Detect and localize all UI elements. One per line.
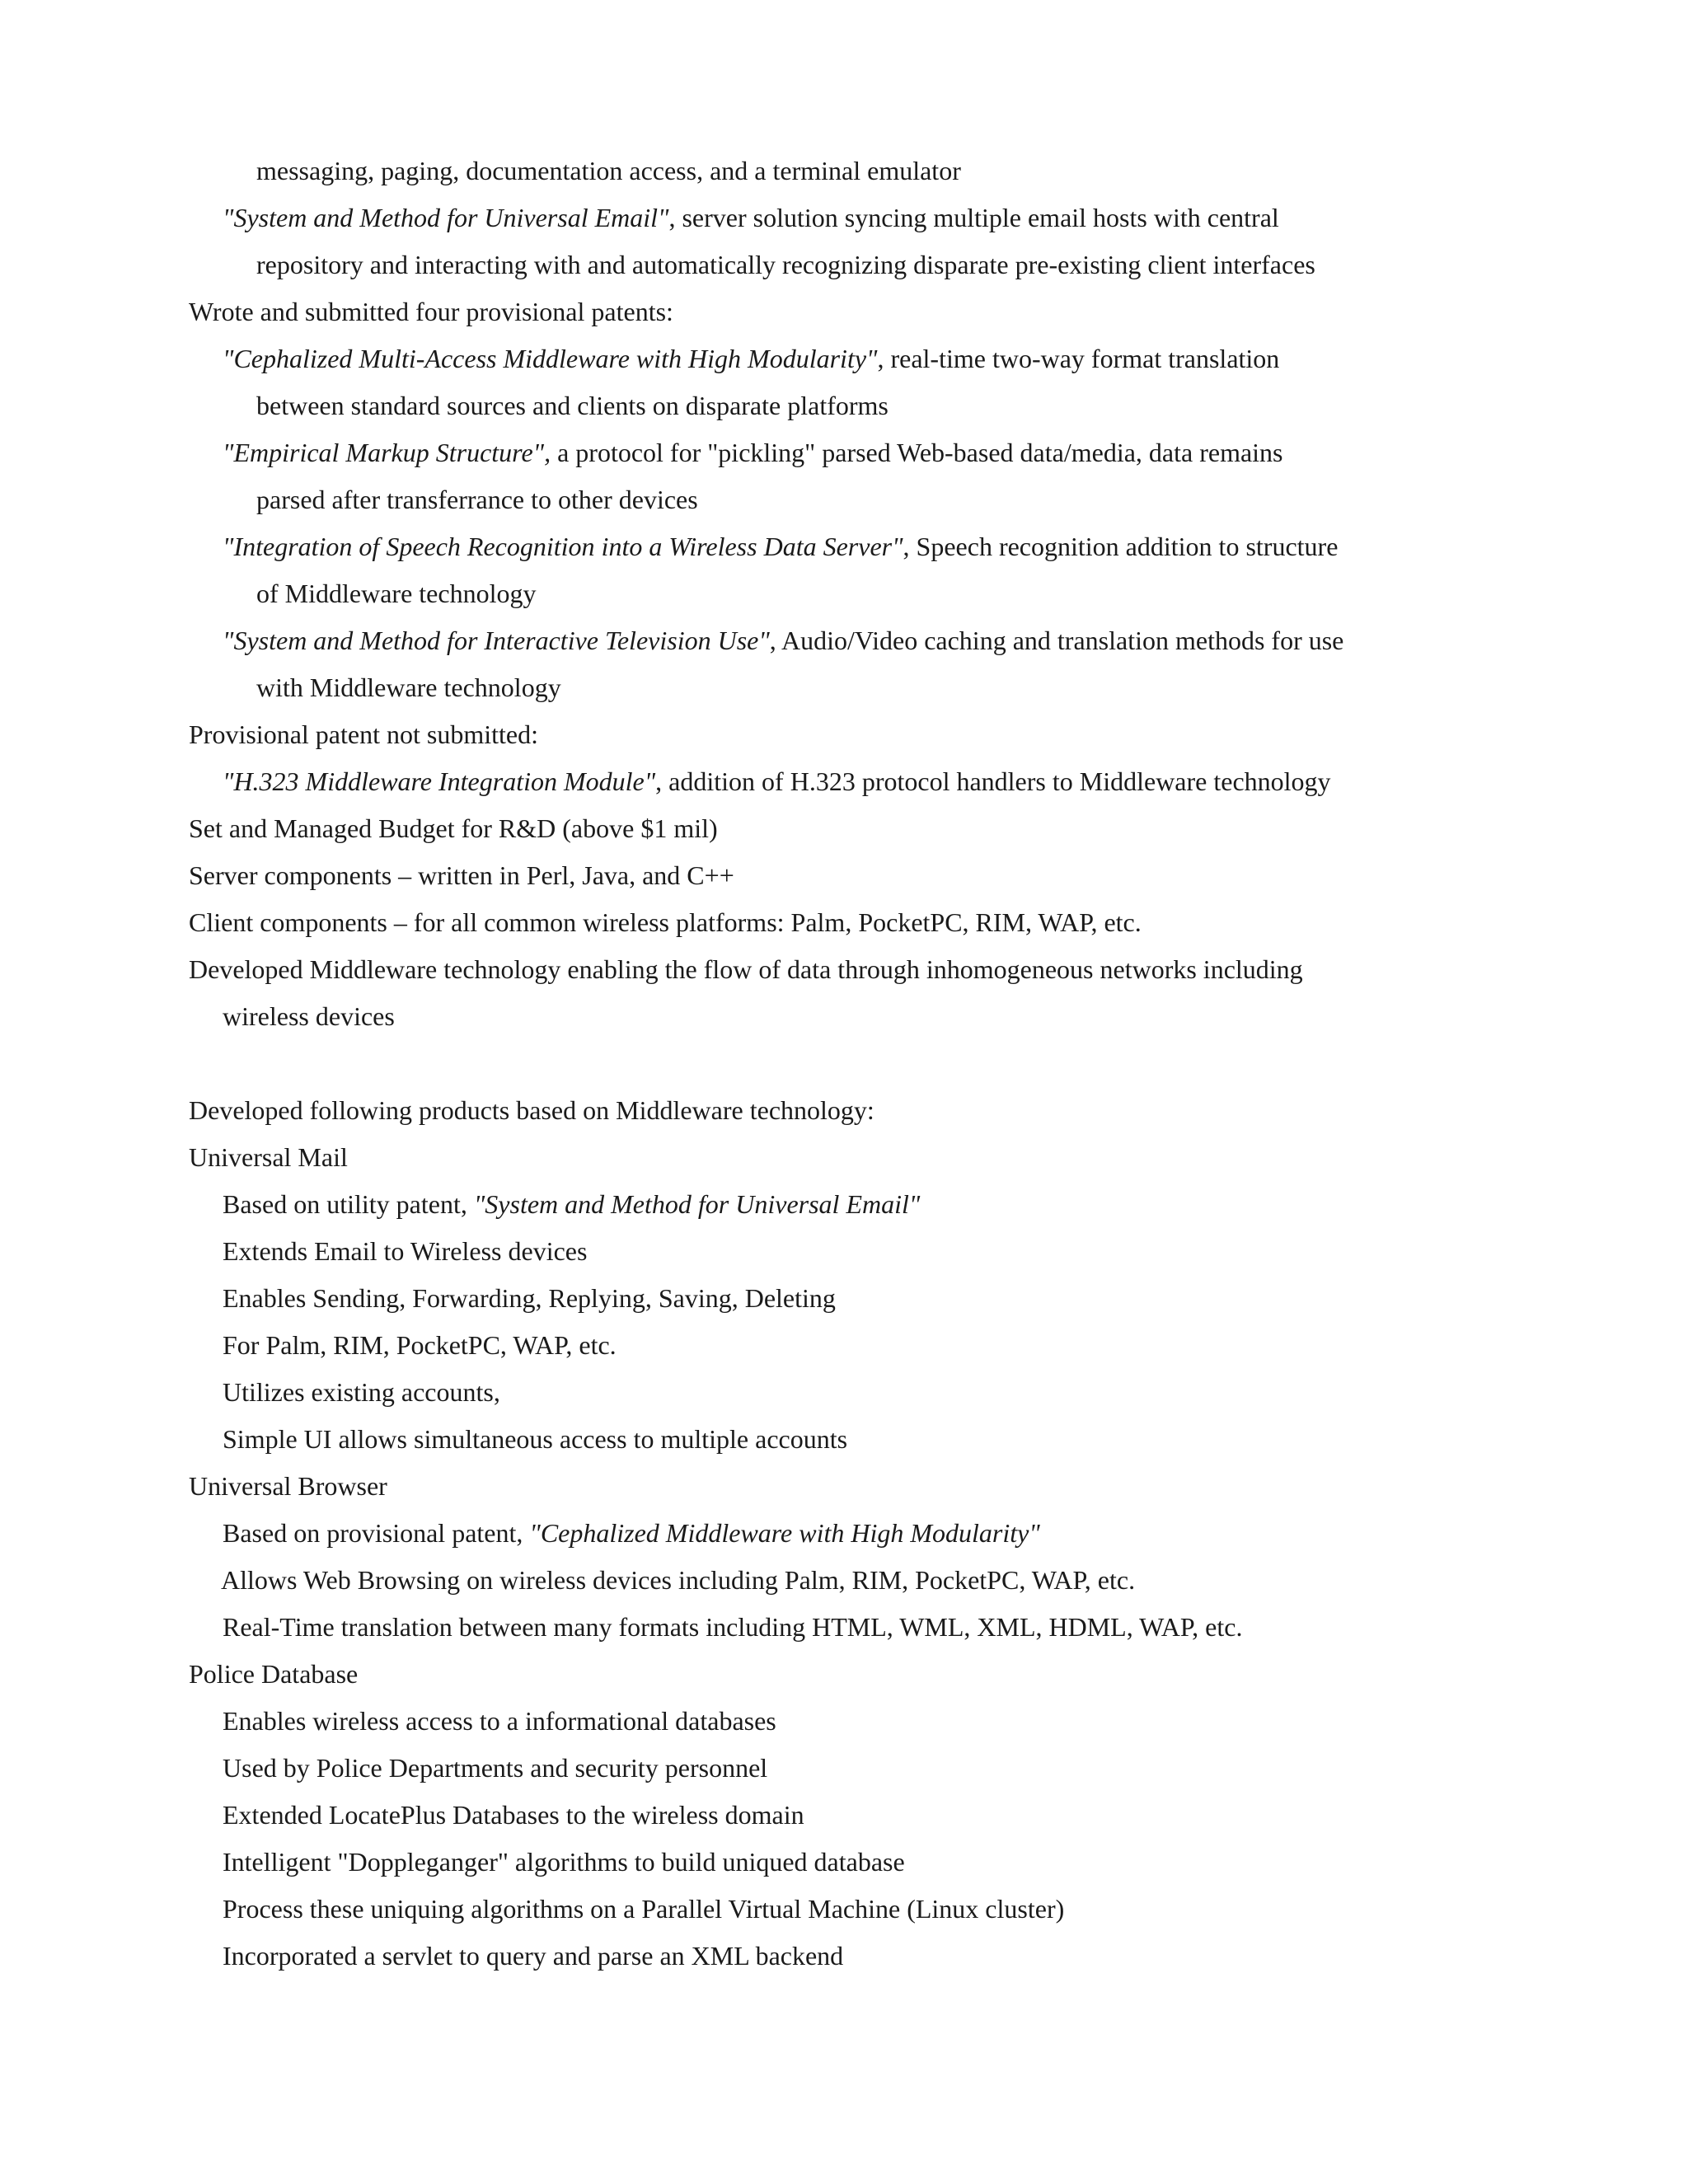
patent-title: "Empirical Markup Structure", (223, 438, 551, 467)
line-text: , addition of H.323 protocol handlers to Middleware technology (655, 766, 1331, 796)
line-text: repository and interacting with and automatically recognizing disparate pre-existing client interfaces (256, 250, 1315, 279)
line-text: , server solution syncing multiple email hosts with central (668, 203, 1279, 232)
line-text: Universal Mail (189, 1142, 348, 1172)
line-text: of Middleware technology (256, 579, 537, 608)
line-text: wireless devices (223, 1001, 395, 1031)
text-line (223, 1000, 395, 1033)
line-text: Process these uniquing algorithms on a Parallel Virtual Machine (Linux cluster) (223, 1894, 1065, 1924)
line-text: Enables wireless access to a informational databases (223, 1706, 776, 1736)
line-text: Police Database (189, 1659, 359, 1689)
line-text: , Audio/Video caching and translation methods for use (769, 626, 1344, 655)
section-line (189, 906, 1142, 939)
line-text: Utilizes existing accounts, (223, 1377, 500, 1407)
line-text: For Palm, RIM, PocketPC, WAP, etc. (223, 1330, 617, 1360)
patent-title: "Integration of Speech Recognition into a Wireless Data Server" (223, 532, 903, 561)
section-line (189, 1094, 874, 1127)
patent-line (223, 530, 1338, 563)
line-text: Provisional patent not submitted: (189, 719, 538, 749)
patent-line (223, 765, 1331, 798)
list-item (223, 1610, 1242, 1643)
text-line (256, 389, 889, 422)
list-item (223, 1329, 617, 1361)
text-line (256, 483, 698, 516)
patent-line (223, 342, 1279, 375)
line-text: a protocol for "pickling" parsed Web-based data/media, data remains (551, 438, 1283, 467)
list-item (223, 1188, 920, 1221)
list-item (223, 1422, 847, 1455)
section-line (189, 812, 718, 845)
patent-title: "H.323 Middleware Integration Module" (223, 766, 656, 796)
line-text: Client components – for all common wireless platforms: Palm, PocketPC, RIM, WAP, etc. (189, 907, 1142, 937)
section-line (189, 953, 1303, 986)
line-text: , real-time two-way format translation (877, 344, 1280, 373)
line-text: Extended LocatePlus Databases to the wireless domain (223, 1800, 804, 1830)
list-item (223, 1939, 843, 1972)
list-item (223, 1798, 804, 1831)
text-line (256, 577, 536, 610)
line-text: , Speech recognition addition to structure (903, 532, 1339, 561)
line-text: Extends Email to Wireless devices (223, 1236, 588, 1266)
line-text: Wrote and submitted four provisional patents: (189, 297, 673, 326)
patent-title: "Cephalized Multi-Access Middleware with High Modularity" (223, 344, 878, 373)
section-line (189, 859, 734, 892)
line-text: Incorporated a servlet to query and parse an XML backend (223, 1941, 844, 1971)
patent-title: "System and Method for Interactive Television Use" (223, 626, 770, 655)
line-text: Used by Police Departments and security personnel (223, 1753, 768, 1783)
line-text: Developed Middleware technology enabling the flow of data through inhomogeneous networks including (189, 954, 1303, 984)
section-line (189, 295, 673, 328)
list-item (223, 1516, 1040, 1549)
line-text: Enables Sending, Forwarding, Replying, Saving, Deleting (223, 1283, 836, 1313)
line-text: parsed after transferrance to other devices (256, 485, 698, 514)
patent-line (223, 201, 1279, 234)
section-line (189, 718, 538, 751)
line-text: between standard sources and clients on disparate platforms (256, 391, 889, 420)
line-text: Universal Browser (189, 1471, 387, 1501)
line-text: Based on utility patent, (223, 1189, 474, 1219)
line-text: Server components – written in Perl, Java, and C++ (189, 860, 734, 890)
line-text: Intelligent "Doppleganger" algorithms to build uniqued database (223, 1847, 905, 1877)
list-item (223, 1892, 1064, 1925)
line-text: with Middleware technology (256, 673, 561, 702)
patent-line (223, 436, 1283, 469)
patent-title: "System and Method for Universal Email" (223, 203, 669, 232)
list-item (223, 1376, 500, 1408)
list-item (223, 1282, 836, 1315)
patent-title: "Cephalized Middleware with High Modularity" (529, 1518, 1040, 1548)
patent-title: "System and Method for Universal Email" (473, 1189, 921, 1219)
line-text: Real-Time translation between many formats including HTML, WML, XML, HDML, WAP, etc. (223, 1612, 1243, 1642)
list-item (221, 1563, 1135, 1596)
list-item (223, 1751, 767, 1784)
list-item (223, 1235, 587, 1268)
product-heading (189, 1657, 358, 1690)
list-item (223, 1704, 776, 1737)
line-text: messaging, paging, documentation access, and a terminal emulator (256, 156, 961, 185)
line-text: Developed following products based on Middleware technology: (189, 1095, 874, 1125)
line-text: Based on provisional patent, (223, 1518, 530, 1548)
product-heading (189, 1141, 348, 1174)
list-item (223, 1845, 905, 1878)
patent-line (223, 624, 1343, 657)
line-text: Set and Managed Budget for R&D (above $1 mil) (189, 813, 718, 843)
text-line (256, 154, 961, 187)
line-text: Allows Web Browsing on wireless devices including Palm, RIM, PocketPC, WAP, etc. (221, 1565, 1136, 1595)
product-heading (189, 1469, 387, 1502)
text-line (256, 248, 1315, 281)
text-line (256, 671, 561, 704)
line-text: Simple UI allows simultaneous access to multiple accounts (223, 1424, 848, 1454)
